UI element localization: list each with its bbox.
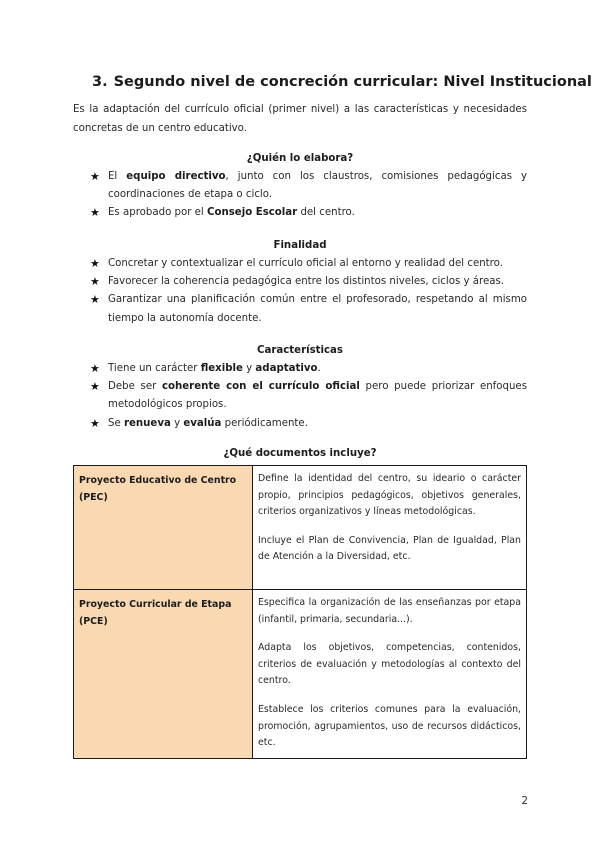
item-bold: equipo directivo: [126, 171, 226, 182]
item-bold: adaptativo: [255, 363, 318, 374]
item-text: periódicamente.: [221, 417, 308, 429]
description-paragraph: Establece los criterios comunes para la evaluación, promoción, agrupamientos, uso de recursos didácticos, etc.: [258, 703, 521, 749]
item-text: pero puede priorizar enfoques metodológicos propios.: [108, 381, 527, 411]
intro-paragraph: Es la adaptación del currículo oficial (primer nivel) a las características y necesidades concretas de un centro educativo.: [73, 104, 527, 134]
item-text: Garantizar una planificación común entre el profesorado, respetando al mismo tiempo la autonomía docente.: [108, 294, 527, 324]
item-text: , junto con los claustros, comisiones pedagógicas y coordinaciones de etapa o ciclo.: [108, 171, 527, 201]
list-item: [73, 291, 527, 327]
star-bullet-icon: ★: [90, 257, 100, 270]
documents-table: [73, 465, 527, 759]
page-number: 2: [521, 795, 528, 807]
subheading-caracteristicas: Características: [257, 345, 343, 356]
subheading-documentos: ¿Qué documentos incluye?: [223, 448, 377, 459]
list-item: [73, 360, 527, 378]
section-heading: [92, 74, 592, 90]
item-text: y: [170, 417, 184, 429]
list-item: [73, 378, 527, 414]
list-quien: [73, 168, 527, 223]
table-row: [74, 590, 527, 759]
item-text: Debe ser: [108, 381, 162, 393]
item-text: Se: [108, 417, 124, 429]
list-item: [73, 415, 527, 433]
section-number: 3.: [92, 74, 108, 90]
description-paragraph: Incluye el Plan de Convivencia, Plan de Igualdad, Plan de Atención a la Diversidad, etc.: [258, 534, 521, 563]
item-bold: coherente con el currículo oficial: [161, 381, 360, 393]
item-text: Tiene un carácter: [108, 363, 201, 374]
star-bullet-icon: ★: [90, 380, 100, 394]
item-bold: renueva: [123, 417, 171, 429]
list-item: [73, 255, 527, 273]
item-text: Concretar y contextualizar el currículo oficial al entorno y realidad del centro.: [108, 258, 503, 269]
description-paragraph: Adapta los objetivos, competencias, contenidos, criterios de evaluación y metodologías al contexto del centro.: [258, 642, 521, 687]
description-paragraph: Especifica la organización de las enseñanzas por etapa (infantil, primaria, secundaria...).: [258, 597, 521, 625]
list-caracteristicas: [73, 360, 527, 433]
item-text: y: [242, 363, 256, 374]
item-bold: evalúa: [183, 417, 222, 429]
table-row: [74, 466, 527, 590]
subheading-quien: ¿Quién lo elabora?: [246, 153, 354, 164]
list-item: [73, 168, 527, 204]
section-title: Segundo nivel de concreción curricular: Nivel Institucional: [113, 74, 592, 90]
table-cell-name: Proyecto Educativo de Centro (PEC): [74, 466, 253, 590]
item-bold: Consejo Escolar: [207, 207, 298, 219]
item-text: del centro.: [297, 207, 355, 219]
list-finalidad: [73, 255, 527, 328]
star-bullet-icon: ★: [90, 206, 100, 220]
item-text: .: [317, 363, 321, 374]
star-bullet-icon: ★: [90, 362, 100, 375]
star-bullet-icon: ★: [90, 293, 100, 307]
item-text: El: [108, 171, 127, 182]
table-cell-name: Proyecto Curricular de Etapa (PCE): [74, 590, 253, 759]
table-cell-description: [253, 466, 527, 590]
star-bullet-icon: ★: [90, 170, 100, 183]
star-bullet-icon: ★: [90, 275, 100, 289]
subheading-finalidad: Finalidad: [273, 240, 327, 251]
table-cell-description: [253, 590, 527, 759]
description-paragraph: Define la identidad del centro, su ideario o carácter propio, principios pedagógicos, objetivos generales, criterios organizativos y líneas metodológicas.: [258, 473, 521, 518]
list-item: [73, 273, 527, 291]
list-item: [73, 204, 527, 222]
item-bold: flexible: [200, 363, 243, 374]
item-text: Es aprobado por el: [108, 207, 207, 219]
item-text: Favorecer la coherencia pedagógica entre los distintos niveles, ciclos y áreas.: [108, 276, 505, 288]
star-bullet-icon: ★: [90, 416, 100, 430]
